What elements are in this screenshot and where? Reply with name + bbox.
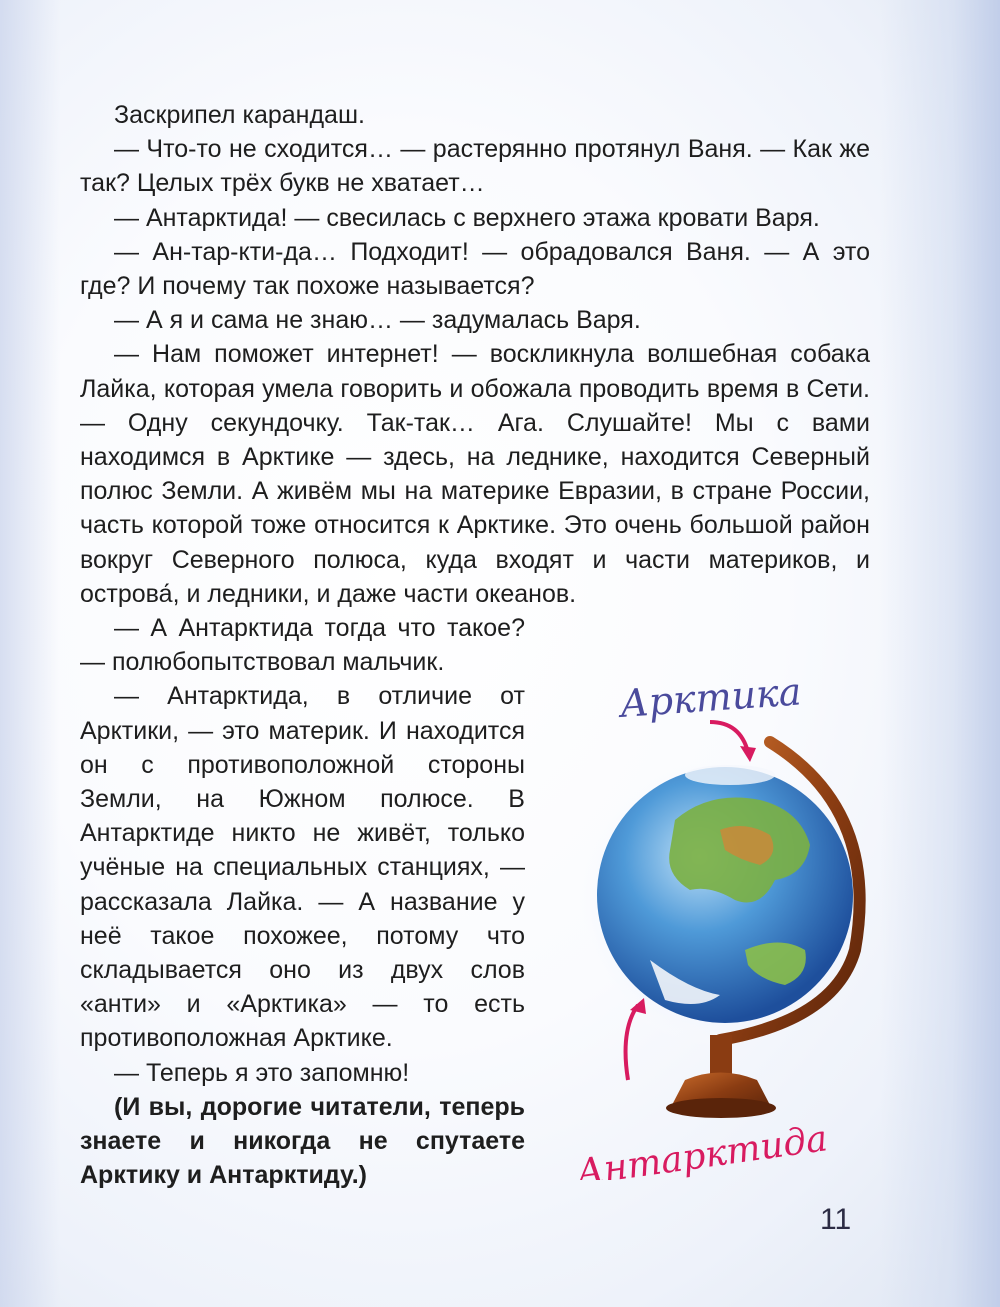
frost-left-edge <box>0 0 60 1307</box>
paragraph: — Что-то не сходится… — растерянно протянул Ваня. — Как же так? Целых трёх букв не хватает… <box>80 135 870 198</box>
paragraph: — Антарктида, в отличие от Арктики, — это материк. И находится он с противоположной стороны Земли, на Южном полюсе. В Антарктиде никто не живёт, только учёные на специальных станциях, — рассказала Лайка. — А название у неё такое похожее, потому что складывается оно из двух слов «анти» и «Арктика» — то есть противоположная Арктике. <box>80 682 525 1053</box>
frost-right-edge <box>880 0 1000 1307</box>
stand-base <box>666 1098 776 1118</box>
arctic-ice <box>685 765 775 785</box>
paragraph: — А я и сама не знаю… — задумалась Варя. <box>114 306 641 335</box>
paragraph: — Ан-тар-кти-да… Подходит! — обрадовался Ваня. — А это где? И почему так похоже называется? <box>80 237 870 301</box>
paragraph: — А Антарктида тогда что такое? — полюбопытствовал мальчик. <box>80 614 525 677</box>
closing-note: (И вы, дорогие читатели, теперь знаете и никогда не спутаете Арктику и Антарктиду.) <box>80 1092 525 1190</box>
narrow-column <box>80 611 525 1192</box>
paragraph: — Нам поможет интернет! — воскликнула волшебная собака Лайка, которая умела говорить и обожала проводить время в Сети. — Одну секундочку. Так-так… Ага. Слушайте! Мы с вами находимся в Арктике — здесь, на леднике, находится Северный полюс Земли. А живём мы на материке Евразии, в стране России, часть которой тоже относится к Арктике. Это очень большой район вокруг Северного полюса, куда входят и части материков, и острова́, и ледники, и даже части океанов. <box>80 340 870 608</box>
globe-illustration <box>570 660 890 1180</box>
paragraph: — Антарктида! — свесилась с верхнего этажа кровати Варя. <box>114 203 820 232</box>
globe-svg <box>570 660 890 1180</box>
page-number: 11 <box>820 1203 852 1236</box>
arctic-label: Арктика <box>618 669 803 726</box>
paragraph: — Теперь я это запомню! <box>114 1058 410 1087</box>
antarctic-label: Антарктида <box>574 1118 831 1180</box>
paragraph: Заскрипел карандаш. <box>114 101 365 129</box>
